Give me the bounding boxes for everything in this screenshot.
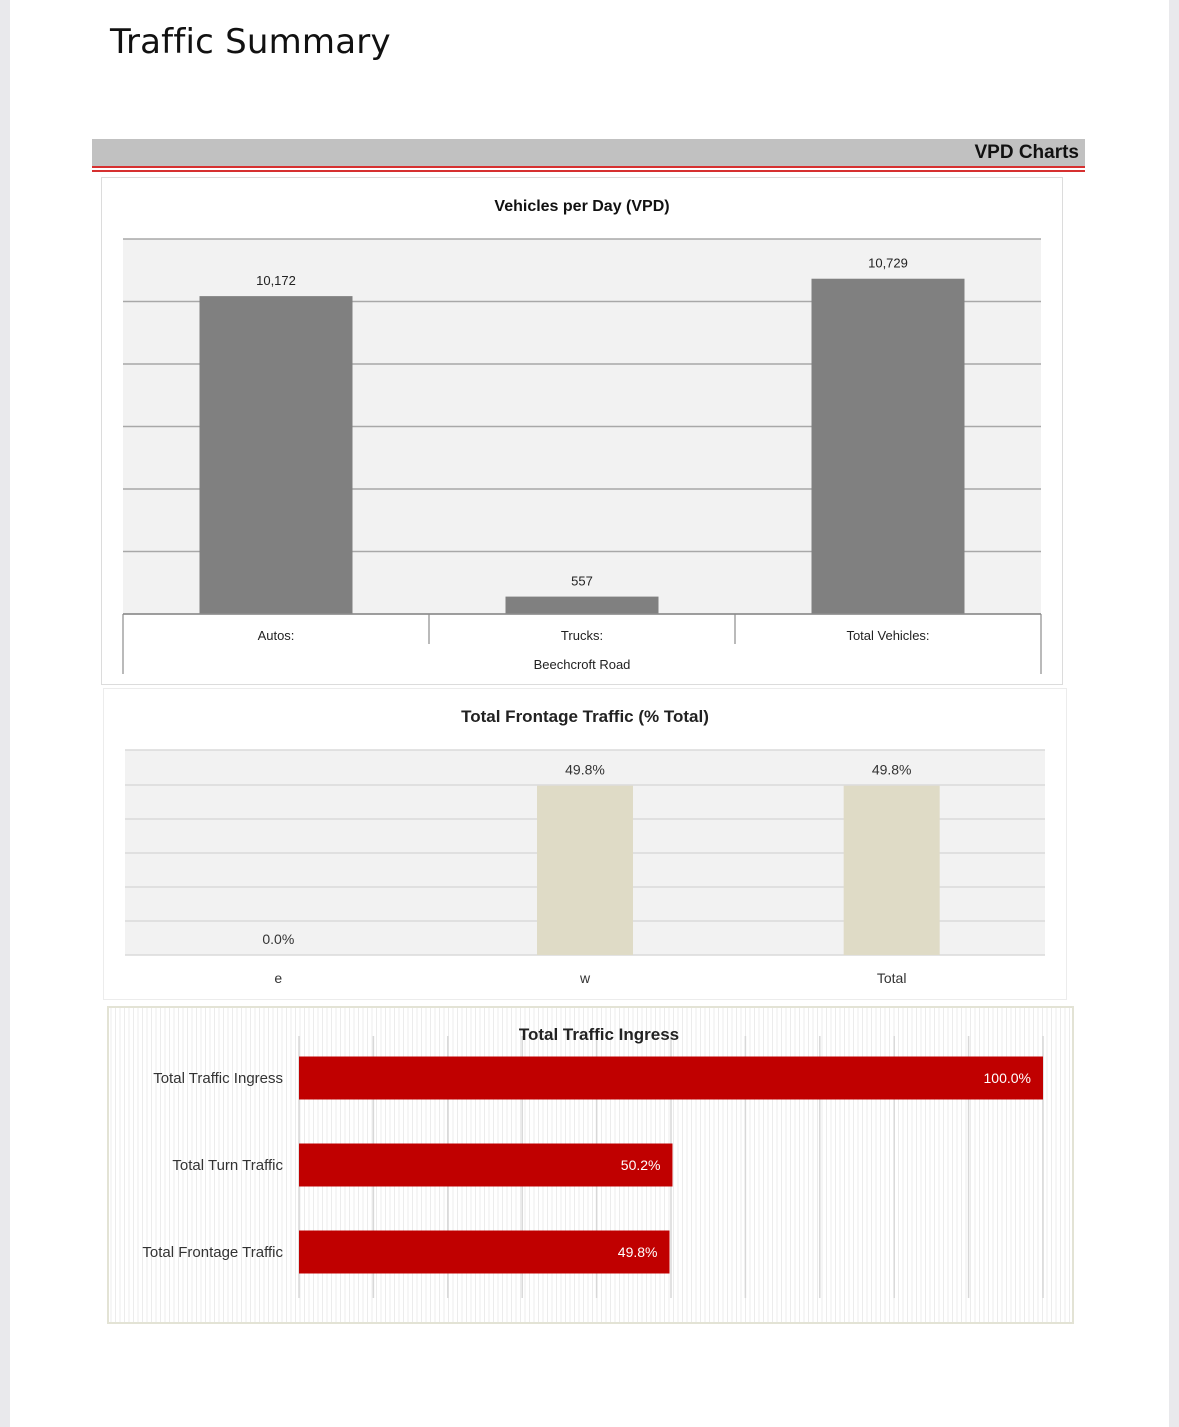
bar <box>299 1144 672 1187</box>
category-label: Total Traffic Ingress <box>153 1070 283 1087</box>
chart-title: Total Frontage Traffic (% Total) <box>461 707 709 726</box>
data-label: 557 <box>571 573 593 589</box>
bar <box>506 597 659 614</box>
category-label: Autos: <box>257 628 295 643</box>
group-label: Beechcroft Road <box>533 657 631 672</box>
bar <box>299 1057 1043 1100</box>
ingress-chart <box>107 1006 1074 1324</box>
category-label: Trucks: <box>560 628 604 643</box>
bar <box>812 279 965 614</box>
data-label: 49.8% <box>565 761 605 778</box>
bar <box>537 786 633 955</box>
document-page <box>10 0 1169 1427</box>
page-title: Traffic Summary <box>110 22 391 62</box>
frontage-chart <box>103 688 1067 1000</box>
section-divider-line <box>92 166 1085 168</box>
vpd-chart <box>101 177 1063 685</box>
section-divider-line <box>92 170 1085 172</box>
data-label: 0.0% <box>262 931 295 947</box>
category-label: Total Vehicles: <box>846 628 930 643</box>
category-label: w <box>579 970 591 986</box>
data-label: 10,172 <box>256 273 296 289</box>
data-label: 49.8% <box>617 1244 658 1260</box>
chart-title: Total Traffic Ingress <box>518 1025 680 1044</box>
bar <box>200 296 353 614</box>
frontage-chart-svg <box>104 689 1066 999</box>
bar <box>299 1231 670 1274</box>
ingress-chart-svg <box>109 1008 1072 1322</box>
data-label: 100.0% <box>983 1070 1031 1086</box>
data-label: 50.2% <box>620 1157 661 1173</box>
bar <box>844 786 940 955</box>
category-label: e <box>274 970 283 986</box>
section-header-band <box>92 139 1085 166</box>
data-label: 49.8% <box>871 761 912 778</box>
chart-title: Vehicles per Day (VPD) <box>494 198 670 215</box>
category-label: Total Turn Traffic <box>172 1157 283 1174</box>
category-label: Total <box>876 970 907 986</box>
data-label: 10,729 <box>868 255 908 271</box>
category-label: Total Frontage Traffic <box>142 1244 283 1261</box>
section-title: VPD Charts <box>974 142 1079 163</box>
vpd-chart-svg <box>102 178 1062 684</box>
